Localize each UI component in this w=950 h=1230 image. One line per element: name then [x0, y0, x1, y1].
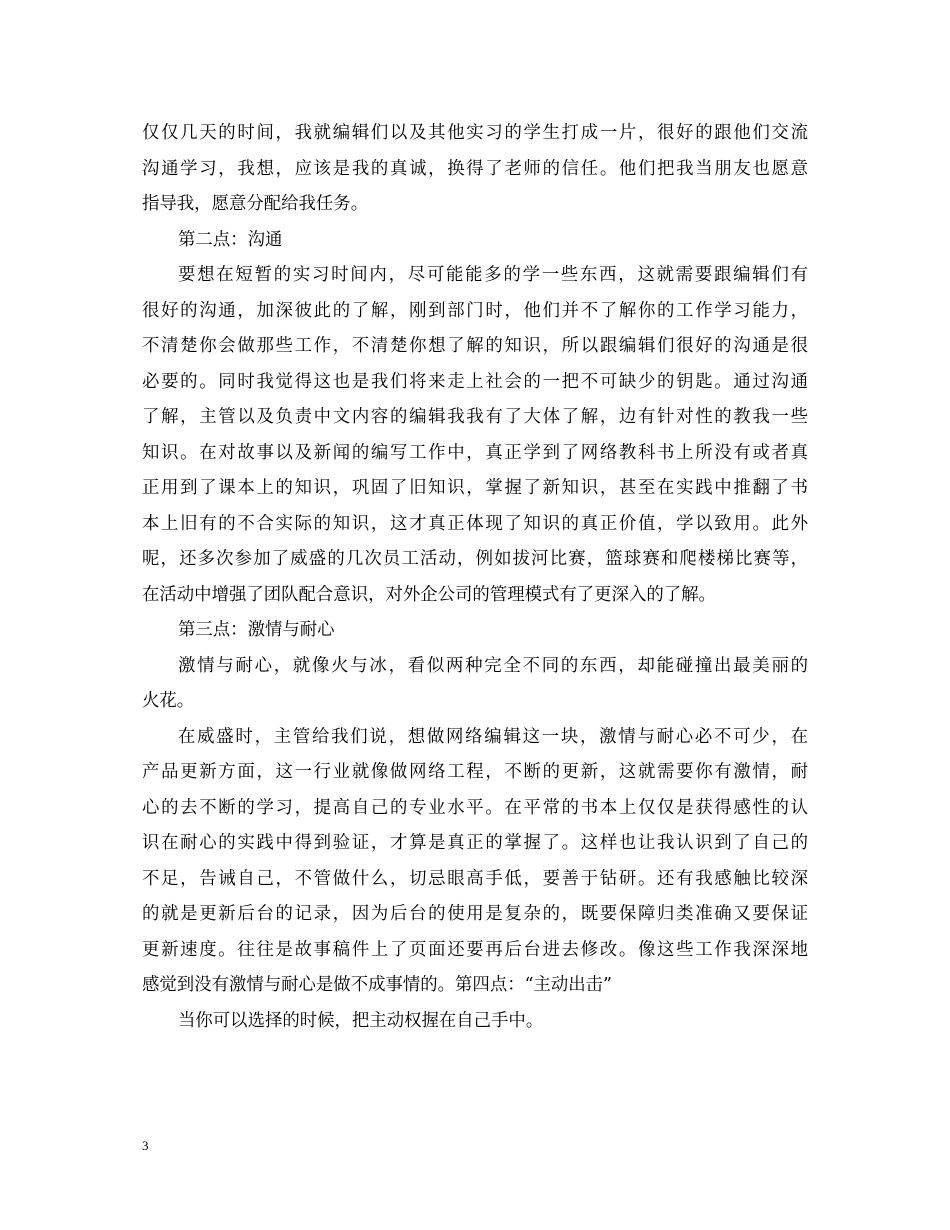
text-line: 必要的。同时我觉得这也是我们将来走上社会的一把不可缺少的钥匙。通过沟通	[142, 371, 808, 392]
text-line: 激情与耐心，就像火与冰，看似两种完全不同的东西，却能碰撞出最美丽的	[178, 655, 808, 676]
text-line: 呢，还多次参加了威盛的几次员工活动，例如拔河比赛，篮球赛和爬楼梯比赛等，	[142, 549, 808, 569]
text-line: 沟通学习，我想，应该是我的真诚，换得了老师的信任。他们把我当朋友也愿意	[142, 158, 808, 179]
text-line: 识在耐心的实践中得到验证，才算是真正的掌握了。这样也让我认识到了自己的	[142, 833, 808, 853]
text-line: 心的去不断的学习，提高自己的专业水平。在平常的书本上仅仅是获得感性的认	[142, 797, 808, 818]
text-line: 在活动中增强了团队配合意识，对外企公司的管理模式有了更深入的了解。	[142, 584, 716, 605]
text-line: 正用到了课本上的知识，巩固了旧知识，掌握了新知识，甚至在实践中推翻了书	[142, 478, 808, 498]
body-text	[142, 116, 808, 1039]
section-heading: 第二点：沟通	[178, 229, 283, 250]
text-line: 指导我，愿意分配给我任务。	[142, 194, 369, 214]
text-line: 当你可以选择的时候，把主动权握在自己手中。	[178, 1010, 544, 1031]
text-line: 知识。在对故事以及新闻的编写工作中，真正学到了网络教科书上所没有或者真	[142, 442, 808, 463]
text-line: 感觉到没有激情与耐心是做不成事情的。第四点：“主动出击”	[142, 975, 612, 995]
text-line: 更新速度。往往是故事稿件上了页面还要再后台进去修改。像这些工作我深深地	[142, 939, 808, 960]
text-line: 本上旧有的不合实际的知识，这才真正体现了知识的真正价值，学以致用。此外	[142, 513, 808, 534]
text-line: 要想在短暂的实习时间内，尽可能能多的学一些东西，这就需要跟编辑们有	[178, 265, 808, 285]
section-heading: 第三点：激情与耐心	[178, 620, 335, 640]
page-number: 3	[142, 1138, 149, 1153]
text-line: 不足，告诫自己，不管做什么，切忌眼高手低，要善于钻研。还有我感触比较深	[142, 868, 808, 889]
text-line: 很好的沟通，加深彼此的了解，刚到部门时，他们并不了解你的工作学习能力，	[142, 300, 808, 321]
text-line: 仅仅几天的时间，我就编辑们以及其他实习的学生打成一片，很好的跟他们交流	[142, 123, 808, 143]
text-line: 了解，主管以及负责中文内容的编辑我我有了大体了解，边有针对性的教我一些	[142, 407, 808, 427]
text-line: 的就是更新后台的记录，因为后台的使用是复杂的，既要保障归类准确又要保证	[142, 904, 808, 924]
text-line: 火花。	[142, 691, 195, 711]
text-line: 不清楚你会做那些工作，不清楚你想了解的知识，所以跟编辑们很好的沟通是很	[142, 336, 808, 356]
text-line: 在威盛时，主管给我们说，想做网络编辑这一块，激情与耐心必不可少，在	[178, 726, 808, 747]
text-line: 产品更新方面，这一行业就像做网络工程，不断的更新，这就需要你有激情，耐	[142, 762, 808, 782]
